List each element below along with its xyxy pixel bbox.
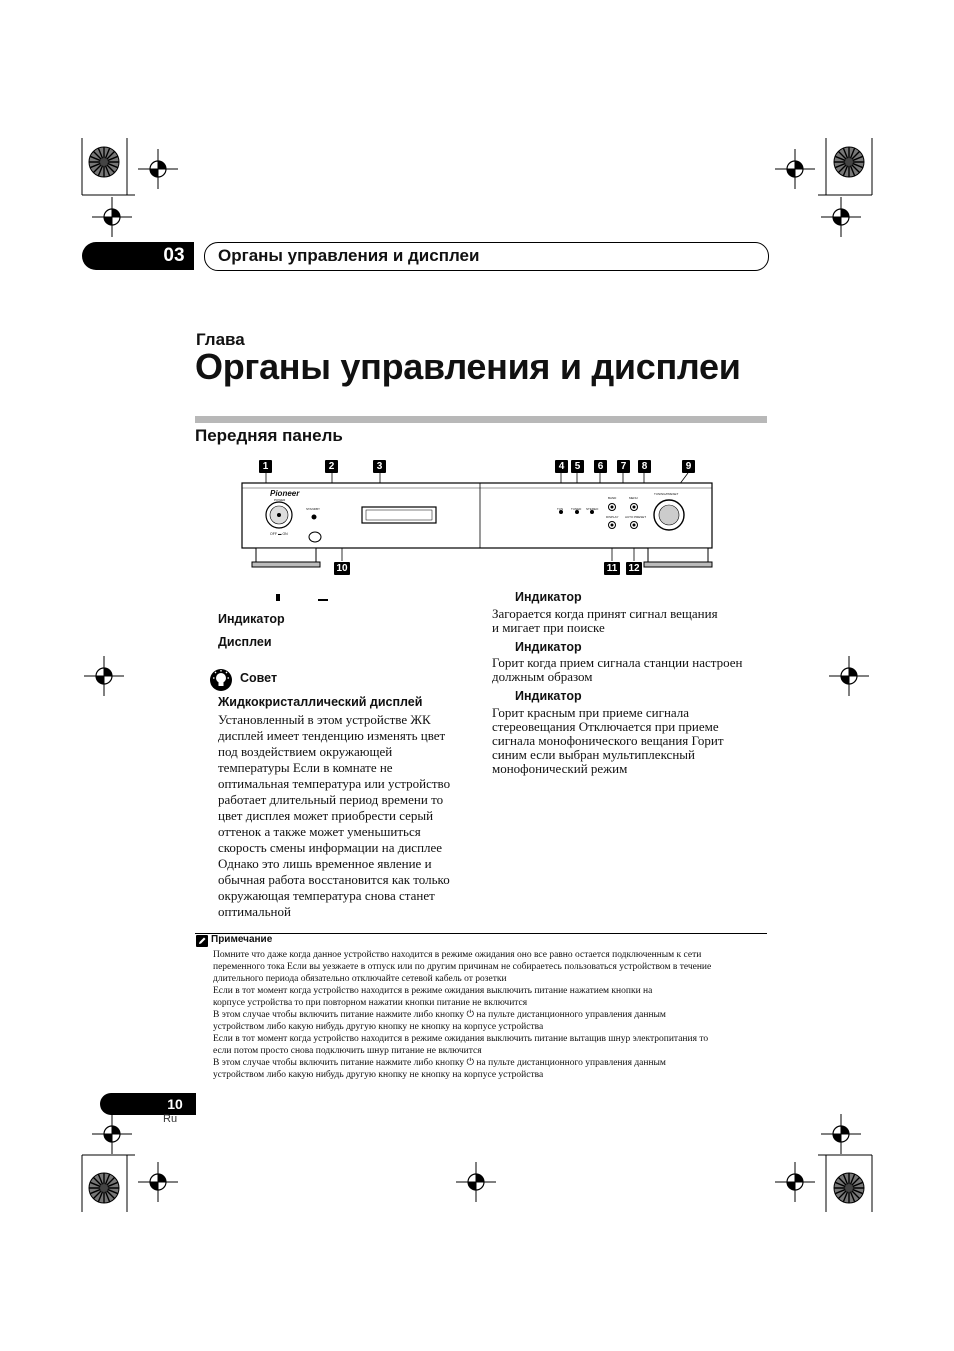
page-language: Ru xyxy=(163,1113,178,1125)
chapter-number: 03 xyxy=(163,245,185,266)
lcd-line: Установленный в этом устройстве ЖК xyxy=(218,712,431,727)
stereo-label: STEREO xyxy=(586,507,599,511)
page-number: 10 xyxy=(167,1096,183,1112)
power-label: POWER xyxy=(274,498,286,502)
indicator-1-heading: Индикатор xyxy=(515,590,582,604)
callout-11: 11 xyxy=(604,562,620,575)
callout-4: 4 xyxy=(555,460,568,473)
indicator-2-text xyxy=(492,656,767,684)
lcd-line: цвет дисплея может приобрести серый xyxy=(218,808,434,823)
lcd-heading: Жидкокристаллический дисплей xyxy=(218,695,423,709)
note-rule xyxy=(195,933,767,934)
page-title: Органы управления и дисплеи xyxy=(195,346,741,387)
indicator-2-line: должным образом xyxy=(492,669,593,684)
indicator-3-line: Горит красным при приеме сигнала xyxy=(492,705,690,720)
note-line: В этом случае чтобы включить питание нажмите либо кнопку ⏻ на пульте дистанционного управления данным xyxy=(213,1058,666,1068)
auto-preset-label: AUTO PRESET xyxy=(625,515,647,519)
tuning-preset-label: TUNING/PRESET xyxy=(654,492,679,496)
lightbulb-icon xyxy=(209,668,233,692)
lcd-line: работает длительный период времени то xyxy=(218,792,444,807)
lcd-line: обычная работа восстановится как только xyxy=(218,872,450,887)
indicator-3-line: стереовещания Отключается при приеме xyxy=(492,719,719,734)
callout-1: 1 xyxy=(259,460,272,473)
header-chapter-title: Органы управления и дисплеи xyxy=(218,246,480,265)
tip-label: Совет xyxy=(240,671,278,685)
figure-mark-1 xyxy=(276,594,280,601)
indicator-1-text xyxy=(492,607,767,635)
front-panel-drawing xyxy=(230,455,730,595)
title-rule xyxy=(195,416,767,423)
standby-label: STANDBY xyxy=(306,507,320,511)
indicator-1-line: Загорается когда принят сигнал вещания xyxy=(492,606,718,621)
callout-9: 9 xyxy=(682,460,695,473)
lcd-line: окружающая температура снова станет xyxy=(218,888,435,903)
lcd-line: дисплей имеет тенденцию изменять цвет xyxy=(218,728,446,743)
callout-7: 7 xyxy=(617,460,630,473)
note-line: длительного периода обязательно отключайте сетевой кабель от розетки xyxy=(213,974,507,984)
figure-mark-2 xyxy=(318,599,328,601)
lcd-tip-text xyxy=(218,712,480,920)
note-line: Если в тот момент когда устройство находится в режиме ожидания выключить питание нажатием кнопки на xyxy=(213,986,653,996)
callout-10: 10 xyxy=(334,562,350,575)
note-line: если потом просто снова подключить шнур питание не включится xyxy=(213,1046,482,1056)
callout-6: 6 xyxy=(594,460,607,473)
note-line: Помните что даже когда данное устройство находится в режиме ожидания оно все равно остается подключенным к сети xyxy=(213,950,702,960)
lcd-line: под воздействием окружающей xyxy=(218,744,393,759)
note-pencil-icon xyxy=(196,935,208,947)
callout-3: 3 xyxy=(373,460,386,473)
indicator-heading: Индикатор xyxy=(218,612,285,626)
note-line: устройством либо какую нибудь другую кнопку не кнопку на корпусе устройства xyxy=(213,1022,544,1032)
indicator-3-line: сигнала монофонического вещания Горит xyxy=(492,733,724,748)
front-panel-figure xyxy=(230,455,730,595)
chapter-label: Глава xyxy=(196,330,245,349)
tun-label: TUN xyxy=(557,507,564,511)
section-title: Передняя панель xyxy=(195,426,343,445)
indicator-2-heading: Индикатор xyxy=(515,640,582,654)
callout-5: 5 xyxy=(571,460,584,473)
off-on-label: OFF ▬ ON xyxy=(270,532,288,536)
display-label: DISPLAY xyxy=(606,515,619,519)
indicator-3-text xyxy=(492,706,767,776)
note-line: корпусе устройства то при повторном нажатии кнопки питание не включится xyxy=(213,998,528,1008)
indicator-3-line: монофонический режим xyxy=(492,761,628,776)
band-label: BAND xyxy=(608,496,617,500)
lcd-line: скорость смены информации на дисплее xyxy=(218,840,443,855)
callout-8: 8 xyxy=(638,460,651,473)
menu-label: MENU xyxy=(629,496,638,500)
tuned-label: TUNED xyxy=(571,507,582,511)
note-line: устройством либо какую нибудь другую кнопку не кнопку на корпусе устройства xyxy=(213,1070,544,1080)
indicator-1-line: и мигает при поиске xyxy=(492,620,605,635)
indicator-3-line: синим если выбран мультиплексный xyxy=(492,747,695,762)
display-heading: Дисплеи xyxy=(218,635,272,649)
lcd-line: оптимальная температура или устройство xyxy=(218,776,451,791)
callout-12: 12 xyxy=(626,562,642,575)
lcd-line: Однако это лишь временное явление и xyxy=(218,856,432,871)
callout-2: 2 xyxy=(325,460,338,473)
indicator-2-line: Горит когда прием сигнала станции настроен xyxy=(492,655,743,670)
lcd-line: температуры Если в комнате не xyxy=(218,760,393,775)
indicator-3-heading: Индикатор xyxy=(515,689,582,703)
note-line: В этом случае чтобы включить питание нажмите либо кнопку ⏻ на пульте дистанционного управления данным xyxy=(213,1010,666,1020)
brand-logo: Pioneer xyxy=(270,489,300,498)
lcd-line: оптимальной xyxy=(218,904,291,919)
note-label: Примечание xyxy=(211,934,273,945)
note-line: Если в тот момент когда устройство находится в режиме ожидания выключить питание вытащив шнур электропитания то xyxy=(213,1034,709,1044)
lcd-line: оттенок а также может уменьшиться xyxy=(218,824,421,839)
note-line: переменного тока Если вы уезжаете в отпуск или по другим причинам не собираетесь пользоваться устройством в течение xyxy=(213,962,712,972)
